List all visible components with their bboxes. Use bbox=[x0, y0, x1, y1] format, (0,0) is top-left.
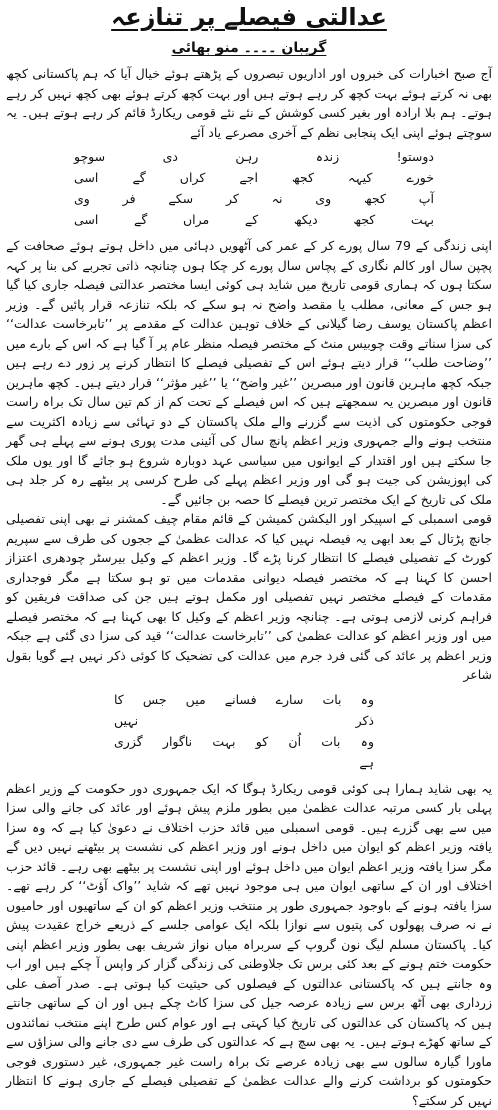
verse-line: بہت کجھ دیکھ کے مراں گے اسی bbox=[6, 209, 492, 230]
article-byline: گریبان ۔۔۔۔ منو بھائی bbox=[6, 38, 492, 58]
article-title: عدالتی فیصلے پر تنازعہ bbox=[6, 2, 492, 32]
article-paragraph: قومی اسمبلی کے اسپیکر اور الیکشن کمیشن کے قائم مقام چیف کمشنر نے بھی اپنی تفصیلی جانچ پڑتال کے بعد ابھی یہ فیصلہ نہیں کیا کہ عدالت عظمیٰ کے ججوں کی طرف سے سپریم کورٹ کے تفصیلی فیصلے کا انتظار کرنا پڑے گا۔ وزیر اعظم کے وکیل بیرسٹر چودھری اعتزاز احسن کا کہنا ہے کہ مختصر فیصلہ دیوانی مقدمات میں تو ہو سکتا ہے مگر فوجداری مقدمات کے فیصلے مختصر نہیں تفصیلی اور مکمل ہوتے ہیں جن کی صداقت فریقین کو فراہم کرنی لازمی ہوتی ہے۔ چنانچہ وزیر اعظم کے وکیل کا بھی کہنا ہے کہ مختصر فیصلے میں اور وزیر اعظم کو عدالت عظمیٰ کی ’’تابرخاست عدالت‘‘ قید کی سزا دی گئی ہے جبکہ وزیر اعظم پر عائد کی گئی فرد جرم میں عدالت کی تضحیک کا کوئی ذکر نہیں ہے گویا بقول شاعر bbox=[6, 509, 492, 685]
verse-line: آپ کجھ وی نہ کر سکے فر وی bbox=[6, 188, 492, 209]
poem-verse-punjabi bbox=[6, 146, 492, 230]
article-paragraph: آج صبح اخبارات کی خبروں اور اداریوں تبصروں کے پڑھتے ہوئے خیال آیا کہ ہم پاکستانی کچھ بھی نہ کرتے ہوئے بہت کچھ کر رہے ہوتے ہیں اور بہت کچھ کرتے ہوئے بھی کچھ نہیں کر رہے ہوتے۔ ہم بلا ارادہ اور بغیر کسی کوشش کے نئے نئے قومی ریکارڈ قائم کر رہے ہوتے ہیں۔ یہ سوچتے ہوئے اپنی ایک پنجابی نظم کے آخری مصرعے یاد آئے bbox=[6, 64, 492, 142]
verse-line: وہ بات اُن کو بہت ناگوار گزری ہے bbox=[6, 731, 492, 773]
article-paragraph: اپنی زندگی کے 79 سال پورے کر کے عمر کی آٹھویں دہائی میں داخل ہوتے ہوئے صحافت کے پچپن سال اور کالم نگاری کے پچاس سال پورے کر چکا ہوں چنانچہ ذاتی تجربے کی بنا پر کہہ سکتا ہوں کہ ہماری قومی تاریخ میں شاید ہی کوئی ایسا مختصر عدالتی فیصلہ جاری کیا گیا ہو جس کے معانی، مطلب یا مقصد واضح نہ ہو سکے کہ بلکہ تنازعہ قرار پائیں گے۔ وزیر اعظم پاکستان یوسف رضا گیلانی کے خلاف توہین عدالت کے مقدمے پر ’’تابرخاست عدالت‘‘ کی سزا سناتے وقت چوبیس منٹ کے مختصر فیصلہ منظر عام پر آ گیا ہے کہ اس کے بارے میں ’’وضاحت طلب‘‘ قرار دیتے ہوئے اس کے تفصیلی فیصلے کا انتظار کرنے پر زور دے رہے ہیں جبکہ کچھ ماہرین قانون اور مبصرین ’’غیر واضح‘‘ یا ’’غیر مؤثر‘‘ قرار دیتے ہیں۔ کچھ ماہرین قانون اور مبصرین یہ سمجھتے ہیں کہ اس فیصلے کے تحت کم از کم تین سال تک براہ راست فوجی حکومتوں کی اذیت سے گزرنے والے ملک پاکستان کے دو تہائی سے زیادہ اکثریت سے منتخب ہونے والے جمہوری وزیر اعظم پانچ سال کی آئینی مدت پوری ہونے سے پہلے ہی گھر جا سکتے ہیں اور اقتدار کے ایوانوں میں سیاسی عہد دوبارہ شروع ہو جائے گا اور یوں ملک کی اپوزیشن کی جیت ہو گی اور وزیر اعظم پہلے کی طرح کرسی پر بیٹھے رہ کر جلد ہی ملک کی تاریخ کے ایک مختصر ترین فیصلے کا حصہ بن جائیں گے۔ bbox=[6, 236, 492, 509]
verse-line: خورے کیہہ کجھ اجے کراں گے اسی bbox=[6, 167, 492, 188]
article-paragraph: یہ بھی شاید ہمارا ہی کوئی قومی ریکارڈ ہوگا کہ ایک جمہوری دور حکومت کے وزیر اعظم پہلی بار کسی مرتبہ عدالت عظمیٰ میں بطور ملزم پیش ہوئے اور عائد کی جانے والی سزا میں سے بھی گزرے ہیں۔ قومی اسمبلی میں قائد حزب اختلاف نے دعویٰ کیا ہے کہ وہ سزا یافتہ وزیر اعظم کو ایوان میں داخل ہونے اور وزیر اعظم کی نشست پر بیٹھنے نہیں دیں گے مگر سزا یافتہ وزیر اعظم ایوان میں داخل ہوئے اور اپنی نشست پر بیٹھے بھی رہے۔ قائد حزب اختلاف اور ان کے ساتھی ایوان میں ہی موجود نہیں تھے کہ شاید ’’واک آؤٹ‘‘ کر رہے تھے۔ سزا یافتہ ہونے کے باوجود جمہوری طور پر منتخب وزیر اعظم کو ان کے ساتھیوں اور حامیوں نے نہ صرف پھولوں کی پتیوں سے نوازا بلکہ ایک عوامی جلسے کے ذریعے خراج عقیدت پیش کیا۔ پاکستان مسلم لیگ نون گروپ کے سربراہ میاں نواز شریف بھی بطور وزیر اعظم اپنی حکومت ختم ہونے کے بعد کئی برس تک جلاوطنی کی زندگی گزار کر واپس آ چکے ہیں اور اب وہ جانتے ہیں کہ پاکستانی عدالتوں کے فیصلوں کی حیثیت کیا ہوتی ہے۔ صدر آصف علی زرداری بھی آٹھ برس سے زیادہ عرصہ جیل کی سزا کاٹ چکے ہیں اور ان کے ساتھی جانتے ہیں کہ پاکستان کی عدالتوں کی تاریخ کیا کہتی ہے اور عوام کس طرح اپنے منتخب نمائندوں کے ساتھ کھڑے ہوتے ہیں۔ یہ بھی سچ ہے کہ عدالتوں کی طرف سے دی جانے والی سزاؤں سے ماورا گیارہ سالوں سے بھی زیادہ عرصے تک براہ راست غیر جمہوری، غیر دستوری فوجی حکومتوں کو برداشت کرنے والے عدالت عظمیٰ کے تفصیلی فیصلے کے جاری ہونے کا انتظار نہیں کر سکتے؟ bbox=[6, 779, 492, 1110]
verse-line: دوستو! زندہ رہن دی سوچو bbox=[6, 146, 492, 167]
verse-line: وہ بات سارے فسانے میں جس کا ذکر نہیں bbox=[6, 689, 492, 731]
poem-verse-urdu bbox=[6, 689, 492, 773]
